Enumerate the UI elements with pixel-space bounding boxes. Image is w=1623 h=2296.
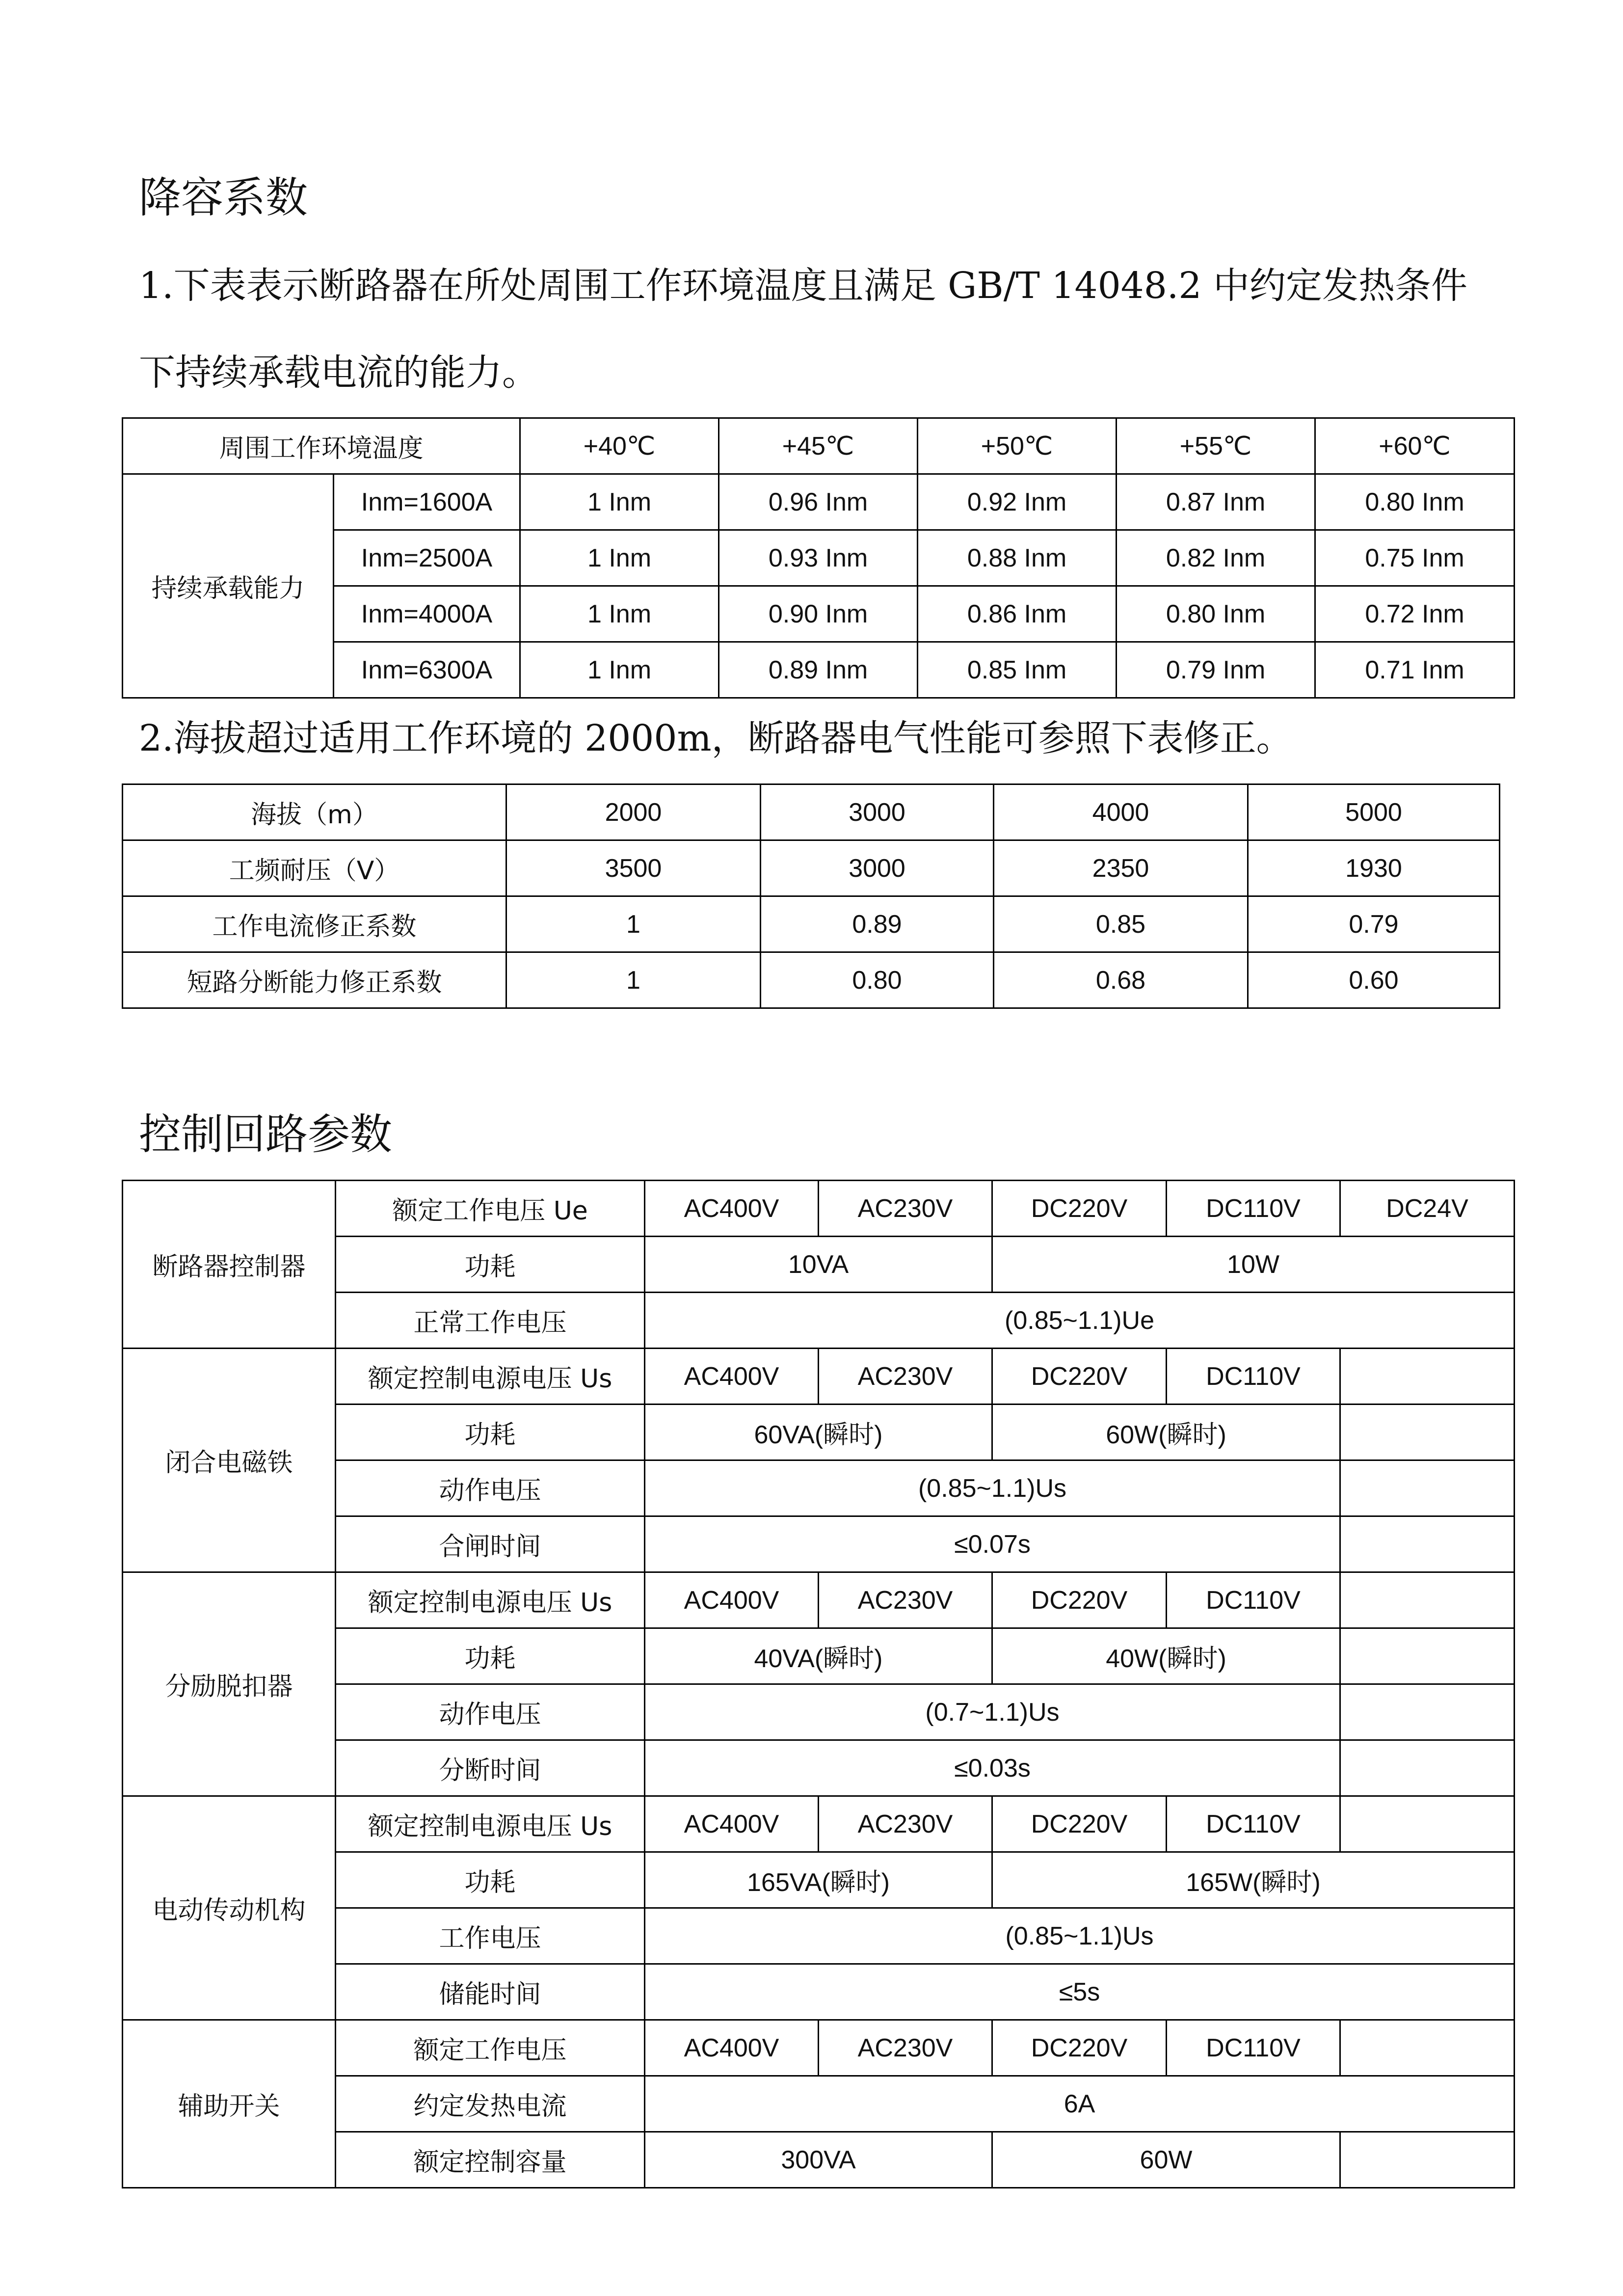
- empty-cell: [1340, 1460, 1515, 1516]
- rating-label: Inm=6300A: [334, 642, 520, 698]
- table-cell: 1 Inm: [520, 474, 719, 530]
- empty-cell: [1340, 1516, 1515, 1572]
- paragraph-1-line-2: 下持续承载电流的能力。: [139, 351, 538, 394]
- group-label-continuous-capacity: 持续承载能力: [123, 474, 334, 698]
- empty-cell: [1340, 1684, 1515, 1740]
- voltage-cell: AC400V: [645, 1796, 819, 1852]
- voltage-cell: DC110V: [1167, 2020, 1340, 2076]
- param-label: 功耗: [336, 1628, 645, 1684]
- param-label: 额定控制电源电压 Us: [336, 1796, 645, 1852]
- table-cell: 0.71 Inm: [1315, 642, 1515, 698]
- table-cell: 0.86 Inm: [918, 586, 1117, 642]
- voltage-cell: DC220V: [992, 1796, 1167, 1852]
- group-label-auxiliary-switch: 辅助开关: [123, 2020, 336, 2188]
- table-cell: 3500: [506, 840, 761, 896]
- voltage-cell: DC220V: [992, 1572, 1167, 1628]
- empty-cell: [1340, 1796, 1515, 1852]
- table-cell: 0.85: [994, 896, 1248, 952]
- table-cell: 0.80 Inm: [1117, 586, 1315, 642]
- table-cell: 3000: [761, 840, 994, 896]
- table-cell: 0.85 Inm: [918, 642, 1117, 698]
- param-label: 功耗: [336, 1405, 645, 1460]
- paragraph-2: 2.海拔超过适用工作环境的 2000m，断路器电气性能可参照下表修正。: [139, 717, 1293, 759]
- table-cell: 0.89 Inm: [719, 642, 918, 698]
- table-cell: 1: [506, 896, 761, 952]
- power-ac-cell: 60VA(瞬时): [645, 1405, 992, 1460]
- empty-cell: [1340, 1740, 1515, 1796]
- table-cell: 0.82 Inm: [1117, 530, 1315, 586]
- param-label: 储能时间: [336, 1964, 645, 2020]
- empty-cell: [1340, 1405, 1515, 1460]
- temperature-derating-table: [122, 417, 1515, 699]
- table-cell: 0.89: [761, 896, 994, 952]
- voltage-cell: DC24V: [1340, 1181, 1515, 1237]
- power-ac-cell: 165VA(瞬时): [645, 1852, 992, 1908]
- temp-col-header: +50℃: [918, 418, 1117, 474]
- table-cell: 0.80: [761, 952, 994, 1008]
- group-label-shunt-release: 分励脱扣器: [123, 1572, 336, 1796]
- table-cell: 1 Inm: [520, 586, 719, 642]
- voltage-cell: DC220V: [992, 2020, 1167, 2076]
- table-cell: 2350: [994, 840, 1248, 896]
- voltage-cell: AC230V: [819, 2020, 992, 2076]
- param-label: 动作电压: [336, 1684, 645, 1740]
- group-label-closing-electromagnet: 闭合电磁铁: [123, 1349, 336, 1572]
- voltage-cell: AC400V: [645, 2020, 819, 2076]
- temp-col-header: +40℃: [520, 418, 719, 474]
- param-label: 额定工作电压 Ue: [336, 1181, 645, 1237]
- voltage-cell: DC110V: [1167, 1349, 1340, 1405]
- param-label: 额定控制电源电压 Us: [336, 1572, 645, 1628]
- table-cell: 5000: [1248, 784, 1500, 840]
- voltage-cell: AC400V: [645, 1349, 819, 1405]
- power-dc-cell: 40W(瞬时): [992, 1628, 1340, 1684]
- power-dc-cell: 60W(瞬时): [992, 1405, 1340, 1460]
- table-cell: 0.88 Inm: [918, 530, 1117, 586]
- voltage-cell: DC110V: [1167, 1181, 1340, 1237]
- capacity-ac-cell: 300VA: [645, 2132, 992, 2188]
- table-cell: 1930: [1248, 840, 1500, 896]
- voltage-cell: AC230V: [819, 1796, 992, 1852]
- value-cell: ≤0.07s: [645, 1516, 1340, 1572]
- row-label: 工作电流修正系数: [123, 896, 506, 952]
- header-ambient-temperature: 周围工作环境温度: [123, 418, 520, 474]
- rating-label: Inm=1600A: [334, 474, 520, 530]
- value-cell: (0.85~1.1)Ue: [645, 1293, 1515, 1349]
- row-label: 工频耐压（V）: [123, 840, 506, 896]
- value-cell: 6A: [645, 2076, 1515, 2132]
- power-dc-cell: 10W: [992, 1237, 1515, 1293]
- voltage-cell: DC220V: [992, 1181, 1167, 1237]
- param-label: 功耗: [336, 1237, 645, 1293]
- table-cell: 1 Inm: [520, 530, 719, 586]
- group-label-controller: 断路器控制器: [123, 1181, 336, 1349]
- capacity-dc-cell: 60W: [992, 2132, 1340, 2188]
- temp-col-header: +45℃: [719, 418, 918, 474]
- temp-col-header: +60℃: [1315, 418, 1515, 474]
- rating-label: Inm=4000A: [334, 586, 520, 642]
- value-cell: (0.7~1.1)Us: [645, 1684, 1340, 1740]
- voltage-cell: AC400V: [645, 1181, 819, 1237]
- table-cell: 0.68: [994, 952, 1248, 1008]
- table-cell: 0.80 Inm: [1315, 474, 1515, 530]
- value-cell: ≤5s: [645, 1964, 1515, 2020]
- row-label: 短路分断能力修正系数: [123, 952, 506, 1008]
- group-label-motor-mechanism: 电动传动机构: [123, 1796, 336, 2020]
- param-label: 分断时间: [336, 1740, 645, 1796]
- table-cell: 0.96 Inm: [719, 474, 918, 530]
- table-cell: 0.79: [1248, 896, 1500, 952]
- table-cell: 1 Inm: [520, 642, 719, 698]
- voltage-cell: AC400V: [645, 1572, 819, 1628]
- param-label: 动作电压: [336, 1460, 645, 1516]
- table-cell: 4000: [994, 784, 1248, 840]
- table-cell: 0.92 Inm: [918, 474, 1117, 530]
- power-ac-cell: 10VA: [645, 1237, 992, 1293]
- param-label: 功耗: [336, 1852, 645, 1908]
- param-label: 合闸时间: [336, 1516, 645, 1572]
- table-cell: 0.93 Inm: [719, 530, 918, 586]
- param-label: 额定工作电压: [336, 2020, 645, 2076]
- value-cell: ≤0.03s: [645, 1740, 1340, 1796]
- row-label: 海拔（m）: [123, 784, 506, 840]
- value-cell: (0.85~1.1)Us: [645, 1460, 1340, 1516]
- param-label: 工作电压: [336, 1908, 645, 1964]
- section-title-control-circuit: 控制回路参数: [139, 1110, 392, 1159]
- temp-col-header: +55℃: [1117, 418, 1315, 474]
- empty-cell: [1340, 2020, 1515, 2076]
- voltage-cell: DC220V: [992, 1349, 1167, 1405]
- voltage-cell: DC110V: [1167, 1572, 1340, 1628]
- voltage-cell: AC230V: [819, 1349, 992, 1405]
- altitude-correction-table: [122, 783, 1500, 1009]
- empty-cell: [1340, 1349, 1515, 1405]
- table-cell: 0.72 Inm: [1315, 586, 1515, 642]
- table-cell: 3000: [761, 784, 994, 840]
- empty-cell: [1340, 2132, 1515, 2188]
- power-ac-cell: 40VA(瞬时): [645, 1628, 992, 1684]
- param-label: 额定控制电源电压 Us: [336, 1349, 645, 1405]
- empty-cell: [1340, 1572, 1515, 1628]
- table-cell: 0.60: [1248, 952, 1500, 1008]
- power-dc-cell: 165W(瞬时): [992, 1852, 1515, 1908]
- table-cell: 2000: [506, 784, 761, 840]
- table-cell: 0.79 Inm: [1117, 642, 1315, 698]
- param-label: 正常工作电压: [336, 1293, 645, 1349]
- table-cell: 0.75 Inm: [1315, 530, 1515, 586]
- control-circuit-table: [122, 1180, 1515, 2188]
- voltage-cell: AC230V: [819, 1572, 992, 1628]
- table-cell: 0.87 Inm: [1117, 474, 1315, 530]
- voltage-cell: AC230V: [819, 1181, 992, 1237]
- section-title-derating: 降容系数: [139, 173, 308, 222]
- param-label: 额定控制容量: [336, 2132, 645, 2188]
- table-cell: 1: [506, 952, 761, 1008]
- paragraph-1-line-1: 1.下表表示断路器在所处周围工作环境温度且满足 GB/T 14048.2 中约定发热条件: [139, 265, 1467, 307]
- empty-cell: [1340, 1628, 1515, 1684]
- table-cell: 0.90 Inm: [719, 586, 918, 642]
- value-cell: (0.85~1.1)Us: [645, 1908, 1515, 1964]
- rating-label: Inm=2500A: [334, 530, 520, 586]
- voltage-cell: DC110V: [1167, 1796, 1340, 1852]
- param-label: 约定发热电流: [336, 2076, 645, 2132]
